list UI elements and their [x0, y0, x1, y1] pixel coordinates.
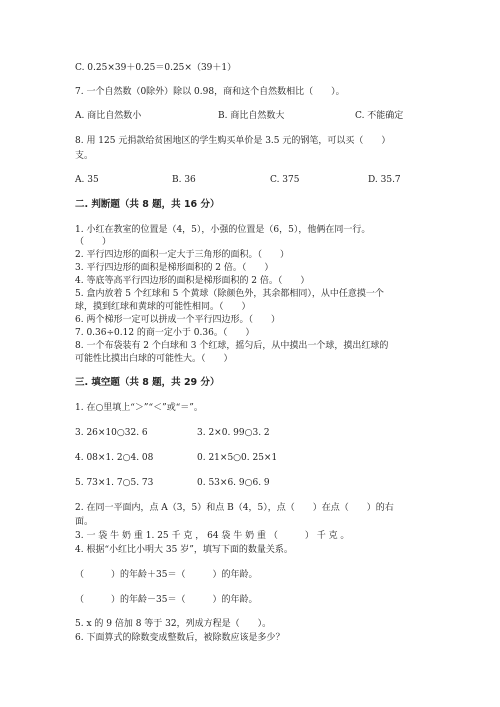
question-8-option-d: D. 35.7: [368, 175, 401, 185]
judge-item-4: 4. 等底等高平行四边形的面积是梯形面积的 2 倍。（ ）: [75, 276, 310, 286]
question-7-stem: 7. 一个自然数（0除外）除以 0.98，商和这个自然数相比（ ）。: [75, 87, 345, 97]
fill-question-1: 1. 在○里填上“＞”“＜”或“＝”。: [75, 403, 203, 413]
fill-question-4-blank-2: （ ）的年龄－35＝（ ）的年龄。: [75, 595, 258, 605]
question-7-option-c: C. 不能确定: [355, 111, 404, 121]
question-8-stem-line2: 支。: [75, 151, 94, 161]
judge-item-8-line1: 8. 一个布袋装有 2 个白球和 3 个红球，摇匀后，从中摸出一个球，摸出红球的: [75, 341, 389, 351]
fill-question-4-blank-1: （ ）的年龄＋35＝（ ）的年龄。: [75, 570, 258, 580]
compare-row-3-right: 0. 53×6. 9○6. 9: [197, 478, 270, 488]
question-8-stem-line1: 8. 用 125 元捐款给贫困地区的学生购买单价是 3.5 元的钢笔，可以买（ ）: [75, 136, 391, 146]
compare-row-3-left: 5. 73×1. 7○5. 73: [75, 478, 154, 488]
compare-row-2-right: 0. 21×5○0. 25×1: [197, 453, 278, 463]
judge-item-6: 6. 两个梯形一定可以拼成一个平行四边形。（ ）: [75, 315, 280, 325]
compare-row-1-left: 3. 26×10○32. 6: [75, 428, 148, 438]
judge-item-5-line1: 5. 盒内放着 5 个红球和 5 个黄球（除颜色外，其余都相同），从中任意摸一个: [75, 289, 384, 299]
fill-question-6: 6. 下面算式的除数变成整数后，被除数应该是多少？: [75, 633, 285, 643]
fill-question-5: 5. x 的 9 倍加 8 等于 32，列成方程是（ ）。: [75, 619, 272, 629]
fill-question-2-line2: 面。: [75, 517, 94, 527]
fill-question-4: 4. 根据“小红比小明大 35 岁”，填写下面的数量关系。: [75, 545, 293, 555]
judge-item-1: 1. 小红在教室的位置是（4，5），小强的位置是（6，5），他俩在同一行。: [75, 225, 371, 235]
question-7-option-a: A. 商比自然数小: [75, 111, 142, 121]
question-8-option-c: C. 375: [270, 175, 300, 185]
question-6-option-c: C. 0.25×39＋0.25＝0.25×（39＋1）: [75, 63, 237, 73]
judge-item-7: 7. 0.36÷0.12 的商一定小于 0.36。（ ）: [75, 328, 255, 338]
question-8-option-a: A. 35: [75, 175, 99, 185]
judge-item-1-blank: （ ）: [75, 237, 112, 247]
judge-item-2: 2. 平行四边形的面积一定大于三角形的面积。（ ）: [75, 250, 289, 260]
fill-question-3: 3. 一 袋 牛 奶 重 1. 25 千 克 ， 64 袋 牛 奶 重 （ ） 千 克 。: [75, 531, 350, 541]
question-8-option-b: B. 36: [172, 175, 196, 185]
section-2-title: 二. 判断题（共 8 题，共 16 分）: [75, 199, 220, 210]
judge-item-8-line2: 可能性比摸出白球的可能性大。（ ）: [75, 354, 233, 364]
section-3-title: 三. 填空题（共 8 题，共 29 分）: [75, 377, 220, 388]
compare-row-2-left: 4. 08×1. 2○4. 08: [75, 453, 154, 463]
compare-row-1-right: 3. 2×0. 99○3. 2: [197, 428, 270, 438]
question-7-option-b: B. 商比自然数大: [218, 111, 285, 121]
judge-item-3: 3. 平行四边形的面积是梯形面积的 2 倍。（ ）: [75, 263, 274, 273]
fill-question-2-line1: 2. 在同一平面内，点 A（3，5）和点 B（4，5），点（ ）在点（ ）的右: [75, 503, 394, 513]
judge-item-5-line2: 球，摸到红球和黄球的可能性相同。（ ）: [75, 302, 251, 312]
